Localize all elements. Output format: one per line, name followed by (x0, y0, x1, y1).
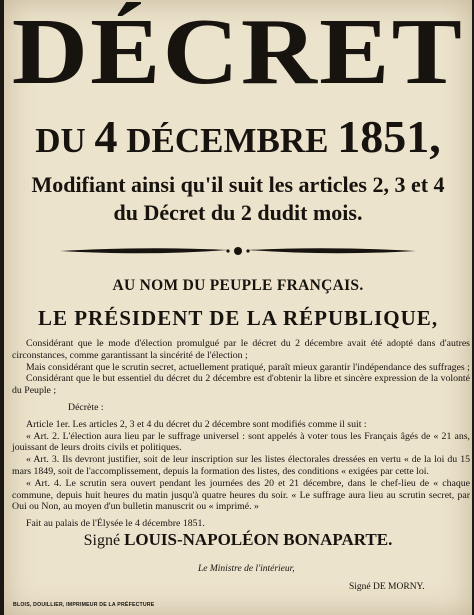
considerant-2: Mais considérant que le scrutin secret, actuellement pratiqué, paraît mieux garantir l'indépendance des suffrages ; (26, 361, 470, 373)
date-year: 1851, (337, 111, 441, 162)
printer-credit: BLOIS, DOUILLIER, IMPRIMEUR DE LA PRÉFECTURE (13, 602, 155, 608)
subtitle-line-2: du Décret du 2 dudit mois. (113, 200, 363, 225)
signature-line (4, 530, 472, 551)
date-month: DÉCEMBRE (126, 121, 329, 160)
subtitle-line-1: Modifiant ainsi qu'il suit les articles 2, 3 et 4 (31, 172, 445, 197)
considerant-3: Considérant que le but essentiel du décret du 2 décembre est d'obtenir la libre et sincère expression de la volonté du Peuple ; (12, 373, 470, 397)
decree-body (12, 338, 470, 530)
article-1: Article 1er. Les articles 2, 3 et 4 du décret du 2 décembre sont modifiés comme il suit : (26, 418, 367, 430)
date-prefix: DU (35, 121, 86, 160)
date-day: 4 (94, 111, 118, 162)
countersignature: Signé DE MORNY. (349, 582, 425, 592)
decrete-line: Décrète : (68, 401, 104, 413)
ornamental-rule (58, 243, 418, 259)
president-heading: LE PRÉSIDENT DE LA RÉPUBLIQUE, (37, 306, 439, 330)
signature-name: LOUIS-NAPOLÉON BONAPARTE. (124, 530, 393, 549)
article-2: « Art. 2. L'élection aura lieu par le suffrage universel : sont appelés à voter tous les Français âgés de « 21 ans, jouissant de leurs droits civils et politiques. (12, 430, 470, 454)
decree-date (4, 111, 472, 162)
article-3: « Art. 3. Ils devront justifier, soit de leur inscription sur les listes électorales dressées en vertu « de la loi du 15 mars 1849, soit de l'accomplissement, depuis la formation des listes, des conditions « exigées par cette loi. (12, 454, 470, 477)
decree-title: DÉCRET (11, 0, 465, 104)
au-nom-heading: AU NOM DU PEUPLE FRANÇAIS. (112, 277, 364, 294)
considerant-1: Considérant que le mode d'élection promulgué par le décret du 2 décembre avait été adopté dans d'autres circonstances, comme garantissant la sincérité de l'élection ; (12, 338, 470, 361)
signature-prefix: Signé (83, 532, 121, 549)
decree-poster (4, 0, 472, 615)
fait-line: Fait au palais de l'Élysée le 4 décembre 1851. (26, 518, 205, 530)
minister-title: Le Ministre de l'intérieur, (198, 564, 295, 574)
article-4: « Art. 4. Le scrutin sera ouvert pendant les journées des 20 et 21 décembre, dans le chef-lieu de « chaque commune, depuis huit heures du matin jusqu'à quatre heures du soir. « Le suffrage aura lieu au scrutin secret, par Oui ou Non, au moyen d'un bulletin manuscrit ou « imprimé. » (12, 477, 470, 513)
